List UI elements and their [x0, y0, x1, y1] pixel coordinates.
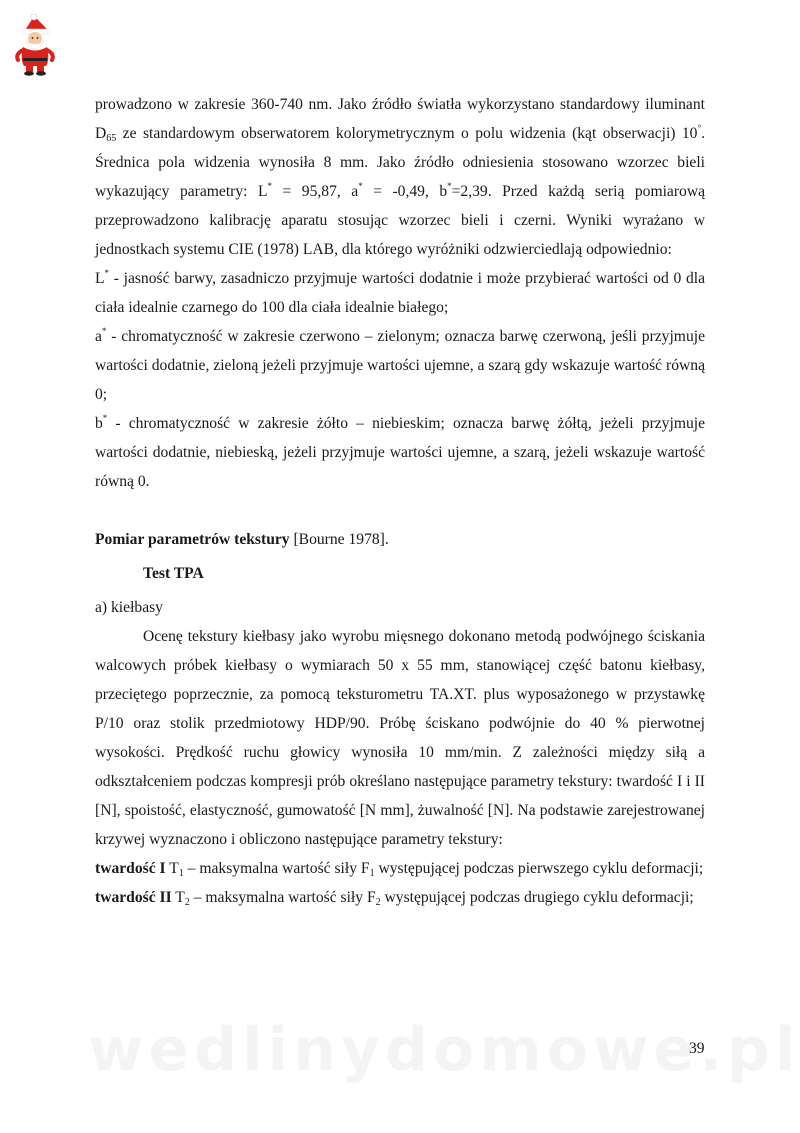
- definition-hardness-2: twardość II $T_2$ – maksymalna wartość siły $F_2$ występującej podczas drugiego cyklu deformacji;: [95, 889, 694, 908]
- subsection-heading: Test TPA: [143, 565, 204, 582]
- page-number: 39: [689, 1040, 705, 1057]
- section-heading: Pomiar parametrów tekstury [Bourne 1978].: [95, 531, 389, 548]
- paragraph-a-star: a* - chromatyczność w zakresie czerwono – zielonym; oznacza barwę czerwoną, jeśli przyjmuje wartości dodatnie, zieloną jeżeli przyjmuje wartości ujemne, a szarą gdy wskazuje wartość równą 0;: [95, 326, 705, 403]
- paragraph-tpa-method: Ocenę tekstury kiełbasy jako wyrobu mięsnego dokonano metodą podwójnego ściskania walcowych próbek kiełbasy o wymiarach 50 x 55 mm, stanowiącej część batonu kiełbasy, przeciętego poprzecznie, za pomocą teksturometru TA.XT. plus wyposażonego w przystawkę P/10 oraz stolik przedmiotowy HDP/90. Próbę ściskano podwójnie do 40 % pierwotnej wysokości. Prędkość ruchu głowicy wynosiła 10 mm/min. Z zależności między siłą a odkształceniem podczas kompresji prób określano następujące parametry tekstury: twardość I i II [N], spoistość, elastyczność, gumowatość [N mm], żuwalność [N]. Na podstawie zarejestrowanej krzywej wyznaczono i obliczono następujące parametry tekstury:: [95, 628, 705, 848]
- santa-claus-icon: [10, 14, 60, 76]
- document-body: [95, 90, 705, 912]
- list-item-label: a) kiełbasy: [95, 599, 163, 616]
- definition-hardness-1: twardość I $T_1$ – maksymalna wartość siły $F_1$ występującej podczas pierwszego cyklu deformacji;: [95, 860, 704, 879]
- watermark-text: [88, 1015, 728, 1085]
- paragraph-b-star: b* - chromatyczność w zakresie żółto – niebieskim; oznacza barwę żółtą, jeżeli przyjmuje wartości dodatnie, niebieską, jeżeli przyjmuje wartości ujemne, a szarą, jeżeli wskazuje wartość równą 0.: [95, 413, 705, 490]
- paragraph-measurement-conditions: prowadzono w zakresie 360-740 nm. Jako źródło światła wykorzystano standardowy iluminant $D_{65}$ ze standardowym obserwatorem kolorymetrycznym o polu widzenia (kąt obserwacji) 10°. Średnica pola widzenia wynosiła 8 mm. Jako źródło odniesienia stosowano wzorzec bieli wykazujący parametry: L* = 95,87, a* = -0,49, b*=2,39. Przed każdą serią pomiarową przeprowadzono kalibrację aparatu stosując wzorzec bieli i czerni. Wyniki wyrażano w jednostkach systemu CIE (1978) LAB, dla którego wyróżniki odzwierciedlają odpowiednio:: [95, 96, 706, 258]
- paragraph-l-star: L* - jasność barwy, zasadniczo przyjmuje wartości dodatnie i może przybierać wartości od 0 dla ciała idealnie czarnego do 100 dla ciała idealnie białego;: [95, 268, 705, 316]
